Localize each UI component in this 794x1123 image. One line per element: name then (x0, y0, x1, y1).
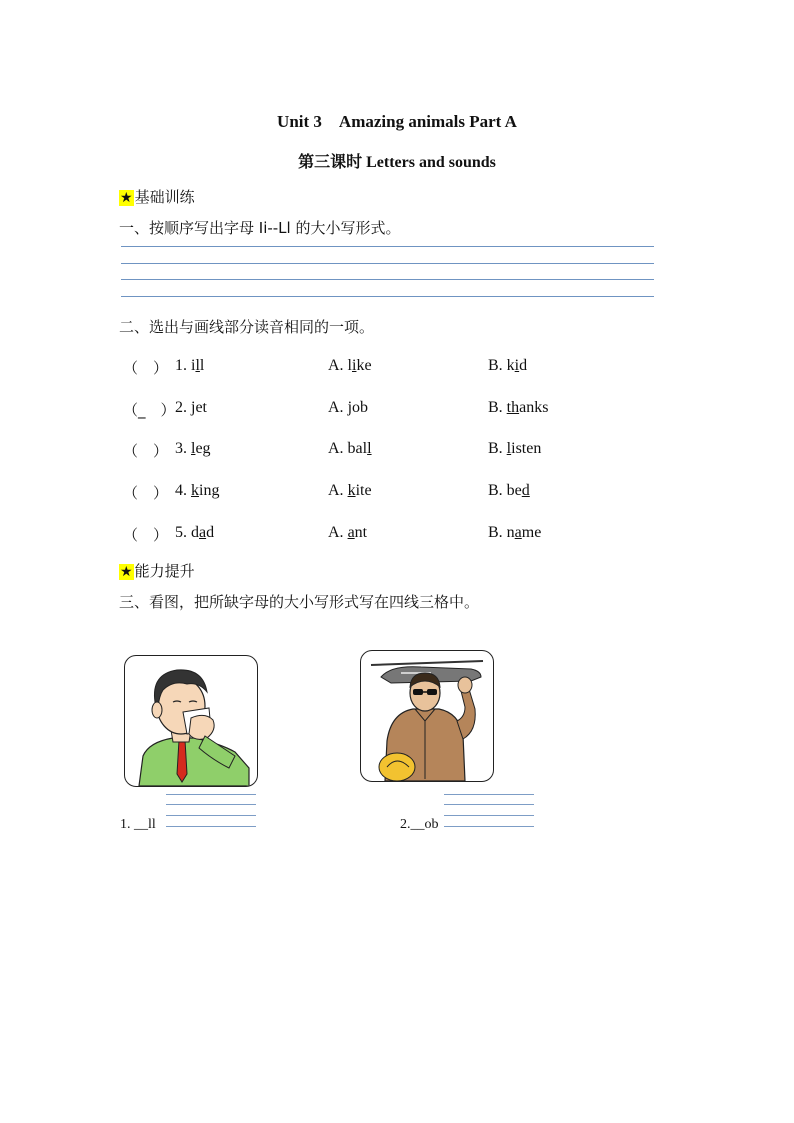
word-part: A. (328, 524, 348, 541)
writing-grid-2[interactable] (444, 794, 534, 830)
option-b (488, 399, 548, 417)
section-basic-label: 基础训练 (134, 188, 195, 206)
question-number: 4. (175, 482, 187, 499)
word-part: d (519, 357, 528, 374)
word-part: d (206, 524, 215, 541)
q2-instruction: 二、选出与画线部分读音相同的一项。 (119, 318, 375, 336)
word-part: i (191, 357, 196, 374)
q3-instruction: 三、看图，把所缺字母的大小写形式写在四线三格中。 (119, 593, 480, 611)
word-part: me (521, 524, 542, 541)
question-row (0, 440, 794, 462)
underlined-part: j (191, 399, 196, 416)
option-a (328, 524, 367, 542)
page-subtitle: 第三课时 Letters and sounds (298, 154, 496, 171)
writing-line (121, 296, 654, 297)
underlined-part: a (514, 524, 522, 541)
word-part: B. be (488, 482, 522, 499)
underlined-part: k (347, 482, 356, 499)
writing-line (121, 279, 654, 280)
word-part: ing (199, 482, 220, 499)
question-number: 1. (175, 357, 187, 374)
sick-boy-picture (124, 655, 258, 787)
option-a (328, 482, 372, 500)
option-b (488, 440, 541, 458)
question-number: 3. (175, 440, 187, 457)
word-part: nt (354, 524, 368, 541)
writing-line (121, 246, 654, 247)
answer-label-2: 2.__ob (400, 817, 439, 832)
question-row (0, 482, 794, 504)
option-b (488, 524, 541, 542)
word-part: ke (356, 357, 372, 374)
underlined-part: th (506, 399, 520, 416)
option-b (488, 357, 527, 375)
question-row (0, 524, 794, 546)
question-number: 2. (175, 399, 187, 416)
star-icon: ★ (120, 564, 133, 580)
writing-line (121, 263, 654, 264)
option-a (328, 357, 372, 375)
pilot-picture (360, 650, 494, 782)
underlined-part: l (506, 440, 512, 457)
answer-paren[interactable]: （ ） (123, 526, 169, 544)
word-part: A. l (328, 357, 352, 374)
section-advanced (119, 560, 195, 581)
underlined-part: a (347, 524, 355, 541)
answer-paren[interactable]: （ ） (123, 442, 169, 460)
word-part: ite (355, 482, 372, 499)
question-row (0, 357, 794, 379)
underlined-part: k (191, 482, 199, 499)
option-a (328, 440, 372, 458)
writing-grid-1[interactable] (166, 794, 256, 830)
question-row (0, 399, 794, 421)
option-b (488, 482, 530, 500)
word-part: A. (328, 482, 348, 499)
underlined-part: l (191, 440, 196, 457)
word-part: ob (352, 399, 369, 416)
word-part: B. (488, 399, 507, 416)
section-basic (119, 186, 195, 207)
section-advanced-label: 能力提升 (134, 562, 195, 580)
underlined-part: i (514, 357, 520, 374)
word-part: l (199, 357, 205, 374)
underlined-part: d (521, 482, 530, 499)
underlined-part: l (195, 357, 200, 374)
page-title: Unit 3 Amazing animals Part A (277, 112, 517, 131)
word-part: A. bal (328, 440, 368, 457)
star-icon: ★ (120, 190, 133, 206)
word-part: eg (195, 440, 211, 457)
word-part: B. (488, 440, 507, 457)
answer-paren[interactable]: （ ） (123, 484, 169, 502)
word-part: anks (519, 399, 549, 416)
question-number: 5. (175, 524, 187, 541)
underlined-part: j (347, 399, 353, 416)
word-part: et (195, 399, 207, 416)
answer-paren[interactable]: （_ ） (123, 401, 176, 419)
option-a (328, 399, 368, 417)
word-part: A. (328, 399, 348, 416)
q1-instruction: 一、按顺序写出字母 Ii--Ll 的大小写形式。 (119, 219, 401, 237)
answer-label-1: 1. __ll (120, 817, 156, 832)
underlined-part: a (199, 524, 207, 541)
underlined-part: i (352, 357, 357, 374)
word-part: isten (511, 440, 542, 457)
word-part: B. k (488, 357, 515, 374)
word-part: B. n (488, 524, 515, 541)
word-part: d (191, 524, 199, 541)
answer-paren[interactable]: （ ） (123, 359, 169, 377)
underlined-part: l (367, 440, 372, 457)
